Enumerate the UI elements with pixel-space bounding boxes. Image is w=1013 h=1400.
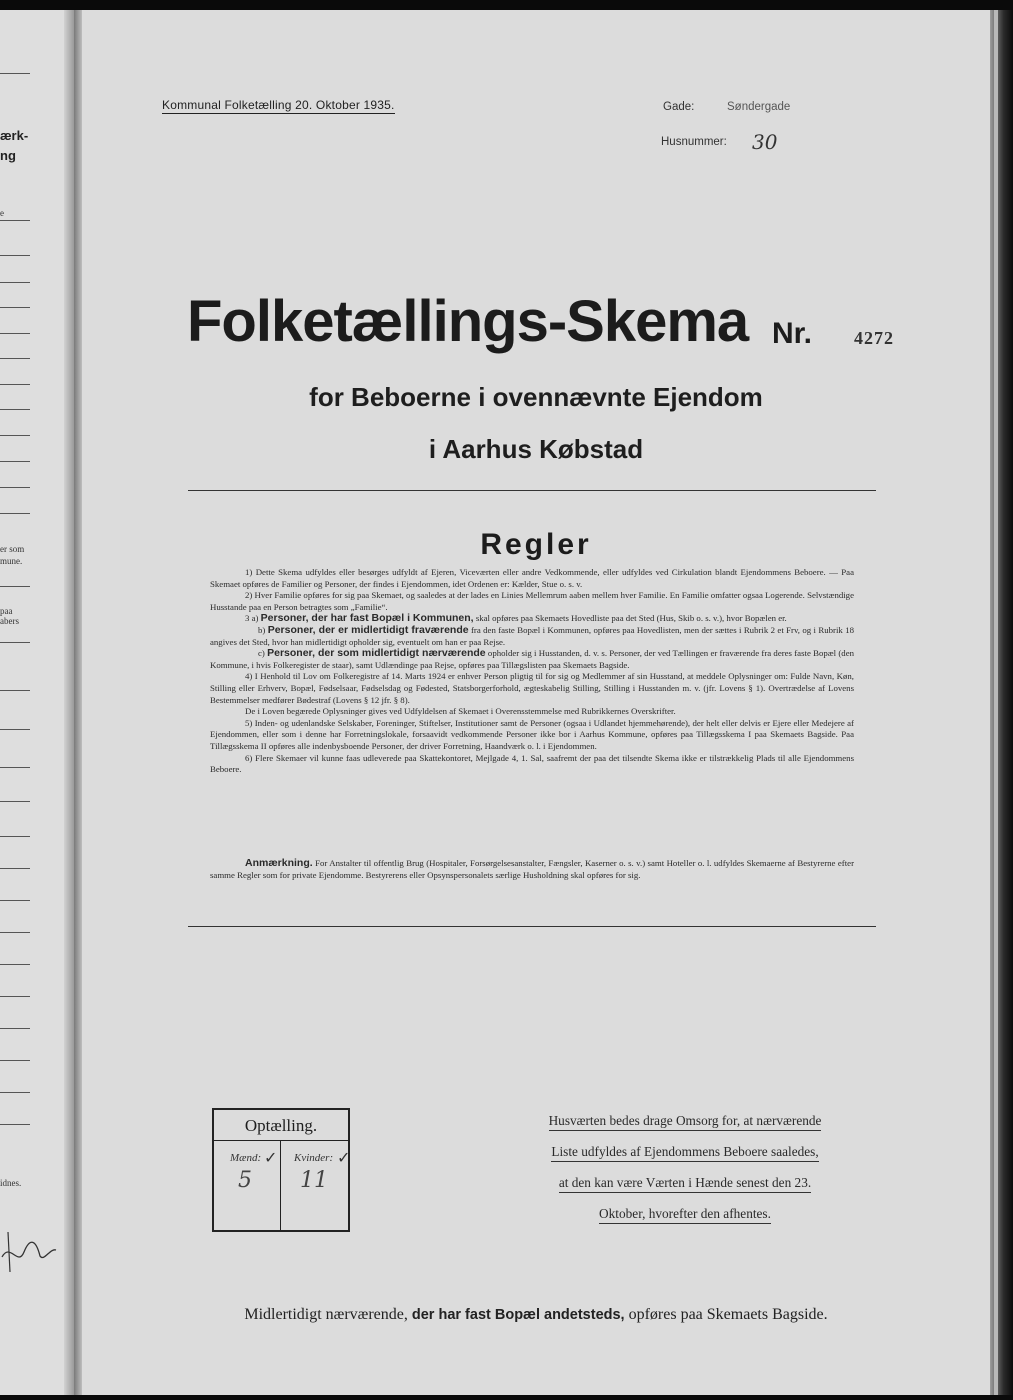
footer-part1: Midlertidigt nærværende, xyxy=(244,1306,408,1323)
form-title: Folketællings-Skema xyxy=(187,289,749,354)
women-count: 11 xyxy=(300,1168,328,1193)
street-label: Gade: xyxy=(663,101,695,113)
left-page-fragment: mune. xyxy=(0,556,23,566)
divider xyxy=(188,490,876,491)
notice-line: Oktober, hvorefter den afhentes. xyxy=(599,1206,771,1224)
street-value: Søndergade xyxy=(727,101,791,113)
rule-4: 4) I Henhold til Lov om Folkeregistre af 14. Marts 1924 er enhver Person pligtig til for sig og Medlemmer af sin Husstand, at meddele Oplysninger om: Fulde Navn, Køn, Stilling eller Erhverv, Bopæl, Fødselsaar, Fødselsdag og Fødested, Statsborgerforhold, ægteskabelig Stilling, Stilling i Husstanden m. v. (jfr. Lovens § 1). Overtrædelse af Lovens Bestemmelser medfører Bødestraf (Lovens § 12 jfr. § 8). xyxy=(210,671,854,705)
left-page-fragment: idnes. xyxy=(0,1178,22,1188)
rule-3b xyxy=(210,625,854,648)
women-label: Kvinder: xyxy=(294,1152,334,1164)
notice-line: at den kan være Værten i Hænde senest den 23. xyxy=(559,1175,811,1193)
house-number-label: Husnummer: xyxy=(661,136,727,148)
men-count: 5 xyxy=(238,1168,252,1193)
rule-6: 6) Flere Skemaer vil kunne faas udleverede paa Skattekontoret, Mejlgade 4, 1. Sal, saafremt der paa det tilsendte Skema ikke er tilstrækkelig Plads til alle Ejendommens Beboere. xyxy=(210,752,854,775)
rule-3c-number: c) xyxy=(258,648,265,659)
check-icon: ✓ xyxy=(337,1150,351,1167)
rule-3a-number: 3 a) xyxy=(245,613,259,624)
rule-3a-heading: Personer, der har fast Bopæl i Kommunen, xyxy=(260,612,474,625)
left-page-fragment: abers xyxy=(0,616,19,626)
men-label: Mænd: xyxy=(230,1152,262,1164)
rule-3a-text: skal opføres paa Skemaets Hovedliste paa det Sted (Hus, Skib o. s. v.), hvor Bopælen er. xyxy=(475,613,787,624)
rule-3b-text: fra den faste Bopæl i Kommunen, opføres paa Hovedlisten, men der sættes i Rubrik 2 et Frv, og i Rubrik 18 angives det Sted, hvor han midlertidigt opholder sig, eventuelt om han er paa Rejse. xyxy=(210,624,854,647)
rule-5: 5) Inden- og udenlandske Selskaber, Foreninger, Stiftelser, Institutioner samt de Personer (ogsaa i Udlandet hjemmehørende), der helt eller delvis er Ejere eller Medejere af Ejendommen, eller som i denne har Forretningslokale, forsaavidt vedkommende Personer ikke bor i Aarhus Kommune, opføres paa Tillægsskema I paa Skemaets Bagside. Paa Tillægsskema II opføres alle indenbysboende Personer, der driver Forretning, Haandværk o. l. i Ejendommen. xyxy=(210,717,854,751)
census-form-page xyxy=(82,10,990,1395)
form-number-value: 4272 xyxy=(854,328,894,348)
form-subtitle-line1: for Beboerne i ovennævnte Ejendom xyxy=(309,382,763,412)
form-number-label: Nr. xyxy=(772,317,813,350)
left-page-fragment: paa xyxy=(0,606,13,616)
count-title: Optælling. xyxy=(214,1110,348,1141)
rules-heading: Regler xyxy=(480,528,592,561)
left-page-fragment: er som xyxy=(0,544,25,554)
rule-2: 2) Hver Familie opføres for sig paa Skemaet, og saaledes at der lades en Linies Mellemrum aaben mellem hver Familie. En Familie omfatter ogsaa Logerende. Selvstændige Husstande paa en Person betragtes som „Familie“. xyxy=(210,590,854,612)
landlord-notice xyxy=(515,1113,855,1237)
rule-3c-heading: Personer, der som midlertidigt nærværende xyxy=(267,647,486,660)
rule-4b: De i Loven begærede Oplysninger gives ved Udfyldelsen af Skemaet i Overensstemmelse med Rubrikkernes Overskrifter. xyxy=(245,706,676,717)
notice-line: Liste udfyldes af Ejendommens Beboere saaledes, xyxy=(551,1144,818,1162)
left-page-fragment: ng xyxy=(0,148,16,163)
footer-part2: der har fast Bopæl andetsteds, xyxy=(411,1307,625,1323)
notice-line: Husværten bedes drage Omsorg for, at nærværende xyxy=(549,1113,822,1131)
rule-3c-text: opholder sig i Husstanden, d. v. s. Personer, der ved Tællingen er fraværende fra deres faste Bopæl (den Kommune, i hvis Folkeregister de staar), samt Udlændinge paa Rejse, opføres paa Tillægslisten paa Skemaets Bagside. xyxy=(210,648,855,670)
form-subtitle-line2: i Aarhus Købstad xyxy=(428,434,644,464)
rule-3b-heading: Personer, der er midlertidigt fraværende xyxy=(267,623,469,636)
rules-text xyxy=(210,567,854,776)
footer-note xyxy=(82,1306,990,1324)
check-icon: ✓ xyxy=(264,1150,278,1167)
house-number-value: 30 xyxy=(752,130,778,154)
remark-label: Anmærkning. xyxy=(245,857,313,869)
left-page-fragment: e xyxy=(0,208,4,218)
rule-3b-number: b) xyxy=(258,624,266,635)
census-header: Kommunal Folketælling 20. Oktober 1935. xyxy=(162,98,395,112)
count-divider xyxy=(280,1141,281,1232)
book-edge xyxy=(990,10,1013,1395)
count-box xyxy=(212,1108,350,1232)
divider xyxy=(188,926,876,927)
remark-section xyxy=(210,858,854,881)
rule-1: 1) Dette Skema udfyldes eller besørges udfyldt af Ejeren, Viceværten eller andre Vedkommende, eller udfyldes ved Cirkulation blandt Ejendommens Beboere. — Paa Skemaet opføres de Familier og Personer, der findes i Ejendommen, idet Ordenen er: Kælder, Stue o. s. v. xyxy=(210,567,854,589)
remark-text: For Anstalter til offentlig Brug (Hospitaler, Forsørgelsesanstalter, Fængsler, Kaserner o. s. v.) samt Hoteller o. l. udfyldes Skemaerne af Bestyrerne efter samme Regler som for private Ejendomme. Bestyrerens eller Opsynspersonalets særlige Husholdning skal opføres for sig. xyxy=(210,858,854,880)
left-page-fragment: ærk- xyxy=(0,128,29,143)
footer-part3: opføres paa Skemaets Bagside. xyxy=(628,1306,828,1323)
book-gutter xyxy=(74,10,82,1395)
handwritten-signature-fragment xyxy=(0,1222,60,1282)
left-facing-page xyxy=(0,10,74,1395)
rule-3c xyxy=(210,648,854,671)
